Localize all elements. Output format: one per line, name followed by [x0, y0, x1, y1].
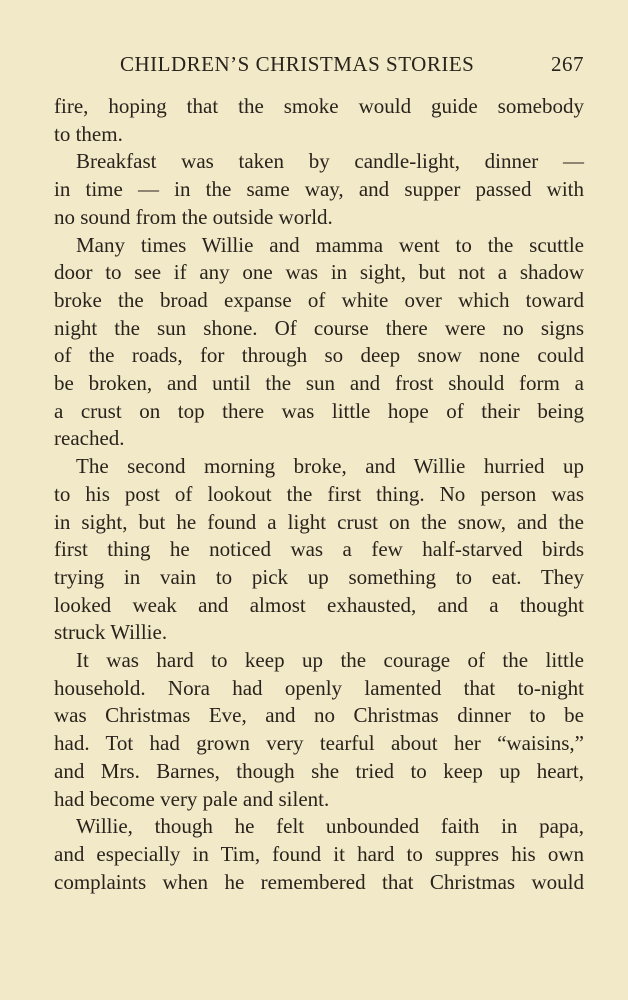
- text-line: household. Nora had openly lamented that to-night: [54, 675, 584, 700]
- page-number: 267: [551, 52, 584, 76]
- text-line: It was hard to keep up the courage of the little: [76, 648, 584, 673]
- body-text: [54, 93, 584, 896]
- text-line: night the sun shone. Of course there were no signs: [54, 315, 584, 340]
- text-line: be broken, and until the sun and frost should form a: [54, 371, 584, 396]
- text-line: to his post of lookout the first thing. No person was: [54, 481, 584, 506]
- text-line: fire, hoping that the smoke would guide somebody: [54, 94, 584, 118]
- text-line: Willie, though he felt unbounded faith in papa,: [76, 814, 584, 839]
- text-line: Breakfast was taken by candle-light, dinner —: [76, 149, 584, 174]
- text-line: to them.: [54, 121, 123, 146]
- text-line: The second morning broke, and Willie hurried up: [76, 454, 584, 479]
- text-line: no sound from the outside world.: [54, 204, 333, 229]
- text-line: in sight, but he found a light crust on the snow, and the: [54, 509, 584, 534]
- text-line: and Mrs. Barnes, though she tried to keep up heart,: [54, 758, 584, 783]
- text-line: struck Willie.: [54, 620, 168, 645]
- text-line: door to see if any one was in sight, but not a shadow: [54, 260, 584, 285]
- text-line: had. Tot had grown very tearful about her “waisins,”: [54, 731, 584, 756]
- running-head-title: CHILDREN’S CHRISTMAS STORIES: [120, 52, 475, 76]
- running-head: [120, 52, 584, 82]
- text-line: broke the broad expanse of white over which toward: [54, 287, 584, 312]
- text-line: in time — in the same way, and supper passed with: [54, 177, 584, 202]
- text-line: was Christmas Eve, and no Christmas dinner to be: [54, 703, 584, 728]
- text-line: a crust on top there was little hope of their being: [54, 398, 584, 423]
- text-line: had become very pale and silent.: [54, 786, 330, 811]
- text-line: Many times Willie and mamma went to the scuttle: [76, 232, 584, 257]
- text-line: complaints when he remembered that Christmas would: [54, 869, 584, 894]
- text-line: reached.: [54, 426, 125, 451]
- text-line: of the roads, for through so deep snow none could: [54, 343, 584, 368]
- text-line: trying in vain to pick up something to eat. They: [54, 564, 584, 589]
- text-line: looked weak and almost exhausted, and a thought: [54, 592, 584, 617]
- text-line: first thing he noticed was a few half-starved birds: [54, 537, 584, 562]
- text-line: and especially in Tim, found it hard to suppres his own: [54, 841, 584, 866]
